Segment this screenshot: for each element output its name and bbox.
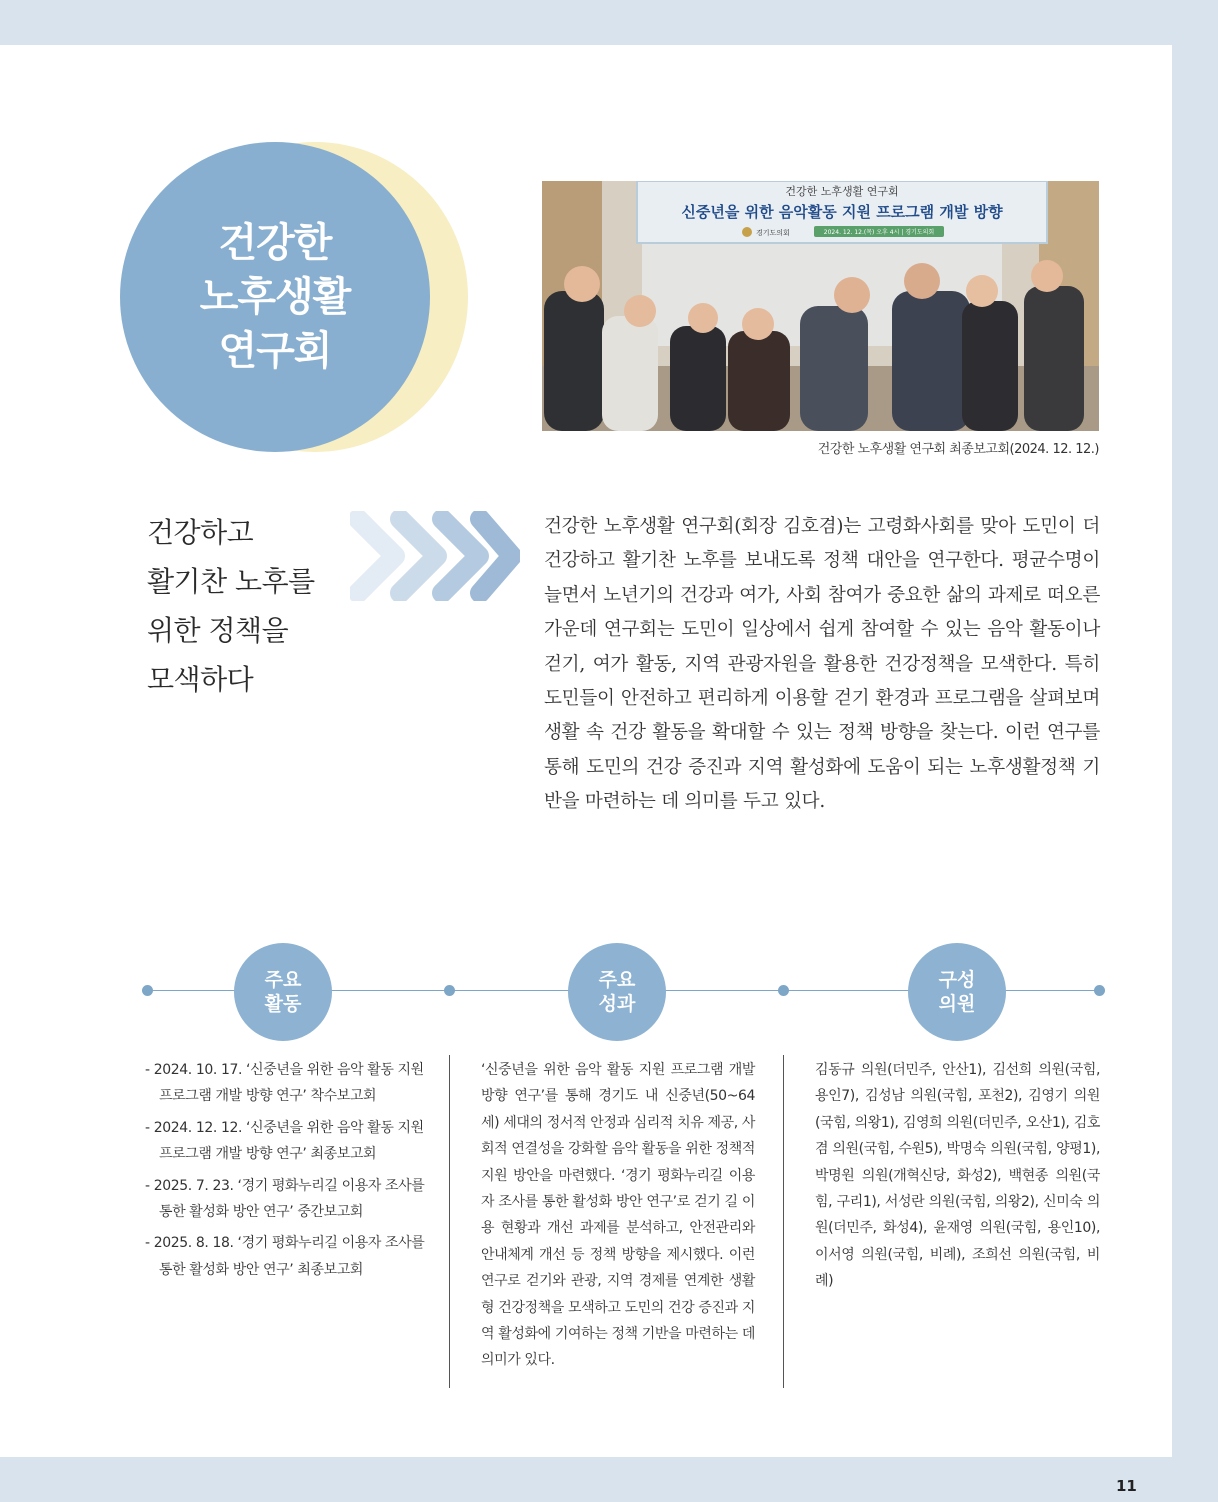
activity-item: - 2024. 10. 17. ‘신중년을 위한 음악 활동 지원 프로그램 개발 방향 연구’ 착수보고회 bbox=[145, 1062, 424, 1105]
banner-date: 2024. 12. 12.(목) 오후 4시 | 경기도의회 bbox=[823, 229, 935, 236]
banner-org: 경기도의회 bbox=[756, 229, 790, 237]
chevron-arrows-icon bbox=[350, 511, 520, 601]
badge-members: 구성 의원 bbox=[908, 943, 1006, 1041]
photo-caption: 건강한 노후생활 연구회 최종보고회(2024. 12. 12.) bbox=[817, 442, 1099, 457]
banner-line1: 건강한 노후생활 연구회 bbox=[785, 185, 899, 198]
timeline-dot bbox=[142, 985, 153, 996]
section-subtitle: 건강하고 활기찬 노후를 위한 정책을 모색하다 bbox=[147, 516, 315, 696]
timeline-dot bbox=[1094, 985, 1105, 996]
activity-item: - 2025. 8. 18. ‘경기 평화누리길 이용자 조사를 통한 활성화 방안 연구’ 최종보고회 bbox=[145, 1235, 425, 1278]
activity-item: - 2025. 7. 23. ‘경기 평화누리길 이용자 조사를 통한 활성화 방안 연구’ 중간보고회 bbox=[145, 1177, 425, 1221]
title-circle bbox=[120, 142, 430, 452]
column-divider bbox=[449, 1055, 450, 1388]
timeline-dot bbox=[444, 985, 455, 996]
banner-line2: 신중년을 위한 음악활동 지원 프로그램 개발 방향 bbox=[681, 203, 1003, 221]
page-title: 건강한 노후생활 연구회 bbox=[199, 220, 351, 374]
page-number: 11 bbox=[1116, 1477, 1137, 1495]
activity-item: - 2024. 12. 12. ‘신중년을 위한 음악 활동 지원 프로그램 개발 방향 연구’ 최종보고회 bbox=[145, 1119, 424, 1163]
members-text: 김동규 의원(더민주, 안산1), 김선희 의원(국힘, 용인7), 김성남 의원(국힘, 포천2), 김영기 의원(국힘, 의왕1), 김영희 의원(더민주, 오산1), 김호겸 의원(국힘, 수원5), 박명숙 의원(국힘, 양평1), 박명원 의원(개혁신당, 화성2), 백현종 의원(국힘, 구리1), 서성란 의원(국힘, 의왕2), 신미숙 의원(더민주, 화성4), 윤재영 의원(국힘, 용인10), 이서영 의원(국힘, 비례), 조희선 의원(국힘, 비례) bbox=[815, 1062, 1100, 1290]
badge-achievements: 주요 성과 bbox=[568, 943, 666, 1041]
timeline-dot bbox=[778, 985, 789, 996]
column-divider bbox=[783, 1055, 784, 1388]
event-photo-illustration bbox=[542, 181, 1099, 431]
event-photo bbox=[542, 181, 1099, 431]
intro-paragraph: 건강한 노후생활 연구회(회장 김호겸)는 고령화사회를 맞아 도민이 더 건강하고 활기찬 노후를 보내도록 정책 대안을 연구한다. 평균수명이 늘면서 노년기의 건강과 여가, 사회 참여가 중요한 삶의 과제로 떠오른 가운데 연구회는 도민이 일상에서 쉽게 참여할 수 있는 음악 활동이나 걷기, 여가 활동, 지역 관광자원을 활용한 건강정책을 모색한다. 특히 도민들이 안전하고 편리하게 이용할 걷기 환경과 프로그램을 살펴보며 생활 속 건강 활동을 확대할 수 있는 정책 방향을 찾는다. 이런 연구를 통해 도민의 건강 증진과 지역 활성화에 도움이 되는 노후생활정책 기반을 마련하는 데 의미를 두고 있다. bbox=[544, 516, 1100, 813]
page bbox=[0, 45, 1172, 1495]
achievements-text: ‘신중년을 위한 음악 활동 지원 프로그램 개발 방향 연구’를 통해 경기도 내 신중년(50~64세) 세대의 정서적 안정과 심리적 치유 제공, 사회적 연결성을 강화할 음악 활동을 위한 정책적 지원 방안을 마련했다. ‘경기 평화누리길 이용자 조사를 통한 활성화 방안 연구’로 걷기 길 이용 현황과 개선 과제를 분석하고, 안전관리와 안내체계 개선 등 정책 방향을 제시했다. 이런 연구로 걷기와 관광, 지역 경제를 연계한 생활형 건강정책을 모색하고 도민의 건강 증진과 지역 활성화에 기여하는 정책 기반을 마련하는 데 의미가 있다. bbox=[481, 1062, 755, 1369]
activities-list bbox=[145, 1057, 435, 1288]
badge-activities: 주요 활동 bbox=[234, 943, 332, 1041]
